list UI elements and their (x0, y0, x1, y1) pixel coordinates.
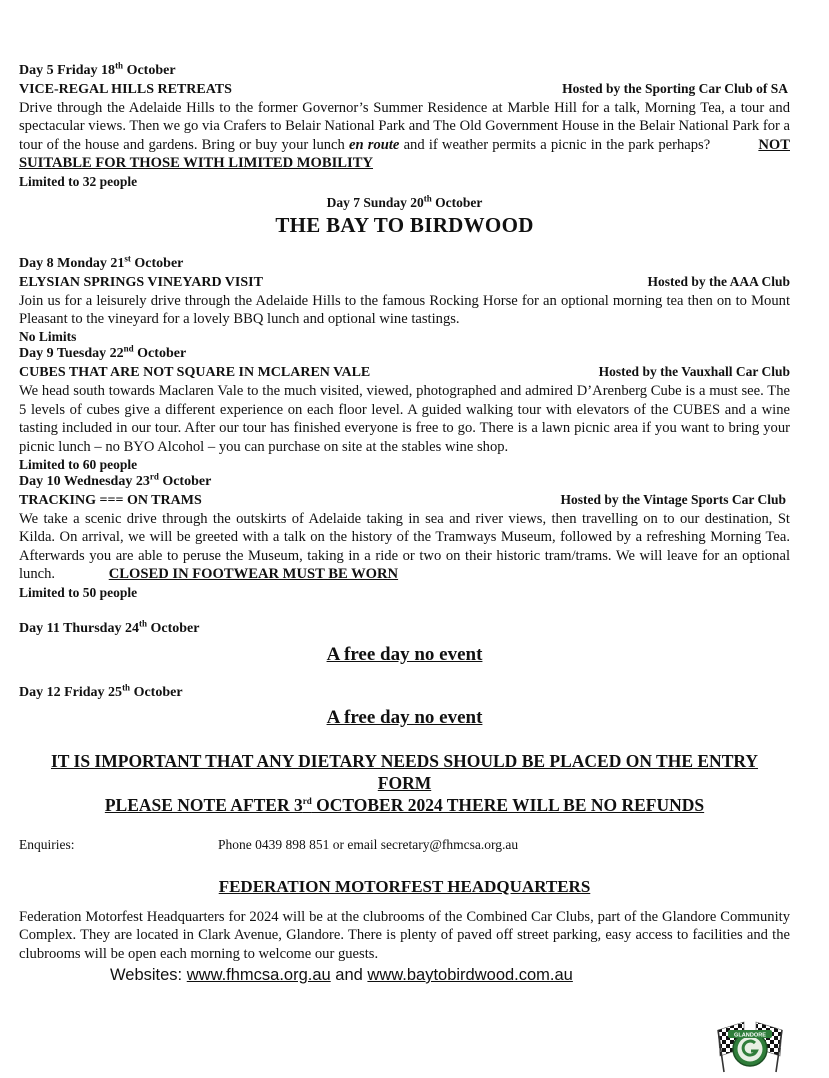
day5-emphasis: en route (349, 136, 400, 153)
website-link-baytobirdwood[interactable]: www.baytobirdwood.com.au (367, 965, 573, 984)
day5-title-row (19, 80, 790, 99)
day10-notice: CLOSED IN FOOTWEAR MUST BE WORN (108, 566, 399, 583)
enquiries-row (19, 836, 790, 854)
day9-title: CUBES THAT ARE NOT SQUARE IN MCLAREN VALE (19, 365, 371, 381)
day10-body: We take a scenic drive through the outskirts of Adelaide taking in sea and river views, then travelling on to our destination, St Kilda. On arrival, we will be greeted with a talk on the history of the Tramways Museum, followed by a refreshing Morning Tea. Afterwards you are able to peruse the Museum, taking in a ride or two on their historic tram/trams. We will leave for an optional lunch. CLOSED IN FOOTWEAR MUST BE WORN (19, 511, 790, 583)
badge-text: GLANDORE (733, 1032, 767, 1039)
day5-limit: Limited to 32 people (19, 173, 138, 189)
day7-heading: Day 7 Sunday 20th October (326, 193, 483, 210)
website-link-fhmcsa[interactable]: www.fhmcsa.org.au (186, 965, 331, 984)
day5-heading: Day 5 Friday 18th October (19, 60, 176, 78)
day5-title: VICE-REGAL HILLS RETREATS (19, 82, 232, 97)
day10-host: Hosted by the Vintage Sports Car Club (560, 492, 786, 508)
badge-emblem-icon (728, 1030, 772, 1066)
websites-line: Websites: www.fhmcsa.org.au and www.baytobirdwood.com.au (110, 965, 573, 984)
day11-heading: Day 11 Thursday 24th October (19, 618, 200, 636)
day9-title-row (19, 363, 790, 382)
day8-host: Hosted by the AAA Club (647, 273, 790, 289)
headquarters-body: Federation Motorfest Headquarters for 2024 will be at the clubrooms of the Combined Car Clubs, part of the Glandore Community Complex. They are located in Clark Avenue, Glandore. There is plenty of paved off street parking, easy access to facilities and the clubrooms will be open each morning to welcome our guests. (19, 908, 790, 962)
club-badge-logo (714, 1016, 786, 1074)
day9-body: We head south towards Maclaren Vale to the much visited, viewed, photographed and admired D’Arenberg Cube is a must see. The 5 levels of cubes give a different experience on each floor level. A guided walking tour with elevators of the CUBES and a wine tasting included in our tour. After our tour has finished everyone is free to go. There is a lawn picnic area if you want to bring your picnic lunch – no BYO Alcohol – you can purchase on site at the stables wine shop. (19, 383, 790, 455)
day7-title: THE BAY TO BIRDWOOD (275, 212, 534, 237)
day12-heading: Day 12 Friday 25th October (19, 682, 183, 700)
day8-title: ELYSIAN SPRINGS VINEYARD VISIT (19, 274, 263, 290)
day8-title-row (19, 273, 790, 292)
day5-notice: NOT SUITABLE FOR THOSE WITH LIMITED MOBILITY (19, 136, 790, 172)
headquarters-title: FEDERATION MOTORFEST HEADQUARTERS (218, 876, 591, 896)
document-page (19, 62, 790, 986)
day9-host: Hosted by the Vauxhall Car Club (598, 364, 790, 380)
day11-note: A free day no event (326, 643, 483, 665)
enquiries-contact: Phone 0439 898 851 or email secretary@fhmcsa.org.au (218, 836, 519, 852)
day12-note: A free day no event (326, 706, 483, 728)
day10-title-row (19, 491, 790, 510)
day10-title: TRACKING === ON TRAMS (19, 493, 202, 509)
day8-body: Join us for a leisurely drive through the Adelaide Hills to the famous Rocking Horse for an optional morning tea then on to Mount Pleasant to the vineyard for a lovely BBQ lunch and optional wine tastings. (19, 292, 790, 328)
day8-heading: Day 8 Monday 21st October (19, 252, 184, 271)
day10-heading: Day 10 Wednesday 23rd October (19, 471, 212, 490)
day10-limit: Limited to 50 people (19, 584, 138, 600)
refund-notice: PLEASE NOTE AFTER 3rd OCTOBER 2024 THERE WILL BE NO REFUNDS (104, 794, 705, 815)
day5-body: Drive through the Adelaide Hills to the former Governor’s Summer Residence at Marble Hill for a talk, Morning Tea, a tour and spectacular views. Then we go via Crafers to Belair National Park and The Old Government House in the Belair National Park for a tour of the house and gardens. Bring or buy your lunch en route and if weather permits a picnic in the park perhaps? NOT SUITABLE FOR THOSE WITH LIMITED MOBILITY (19, 100, 790, 172)
day5-host: Hosted by the Sporting Car Club of SA (562, 81, 788, 96)
day8-limit: No Limits (19, 329, 77, 345)
day9-heading: Day 9 Tuesday 22nd October (19, 343, 187, 362)
enquiries-label: Enquiries: (19, 836, 75, 852)
dietary-notice: IT IS IMPORTANT THAT ANY DIETARY NEEDS SHOULD BE PLACED ON THE ENTRY FORM (50, 750, 759, 793)
day9-limit: Limited to 60 people (19, 457, 138, 473)
